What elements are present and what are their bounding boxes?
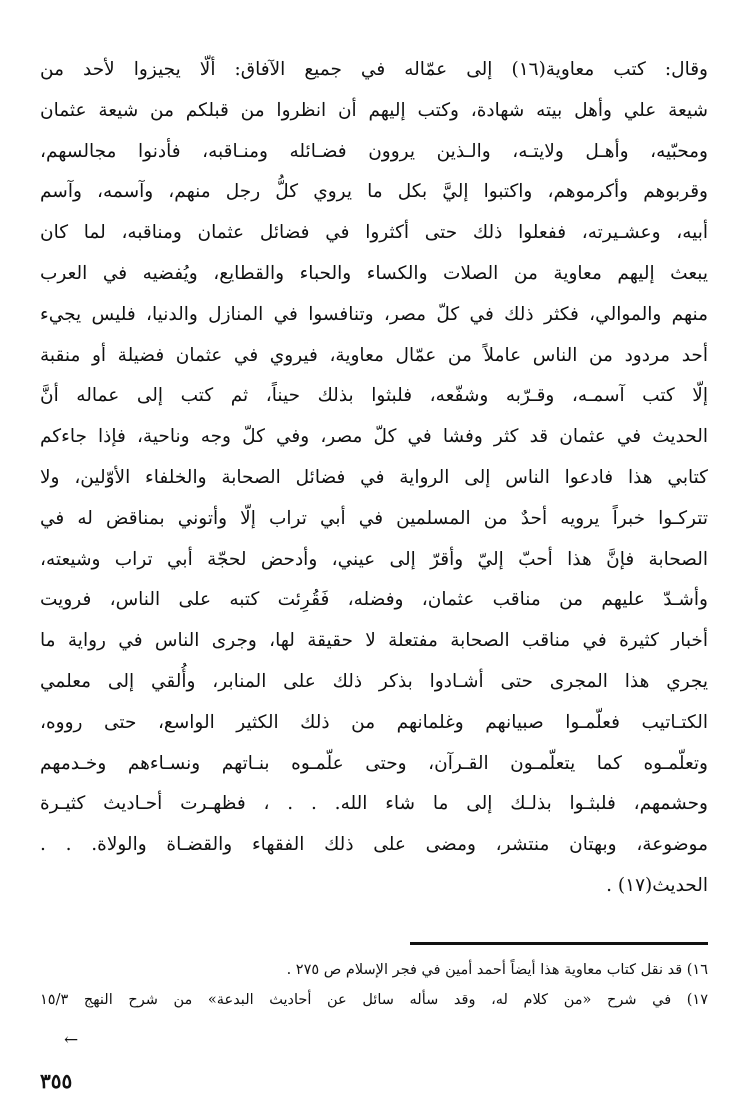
text-line: موضوعة، وبهتان منتشر، ومضى على ذلك الفقهاء والقضـاة والولاة. . . (40, 834, 708, 856)
continuation-arrow-icon: ← (64, 1030, 79, 1050)
footnote-divider (410, 942, 708, 945)
text-line: ومحبّيه، وأهـل ولايتـه، والـذين يروون فضـائله ومنـاقبه، فأدنوا مجالسهم، (40, 140, 708, 162)
main-text (40, 50, 708, 907)
text-line: وقال: كتب معاوية(١٦) إلى عمّاله في جميع الآفاق: ألّا يجيزوا لأحد من (40, 59, 708, 80)
text-line: شيعة علي وأهل بيته شهادة، وكتب إليهم أن انظروا من قبلكم من شيعة عثمان (40, 99, 708, 121)
text-line: إلّا كتب آسمـه، وقـرّبه وشفّعه، فلبثوا بذلك حيناً، ثم كتب إلى عماله أنَّ (40, 385, 708, 407)
text-line: أحد مردود من الناس عاملاً من عمّال معاوية، فيروي في عثمان فضيلة أو منقبة (40, 344, 708, 366)
text-line: الكتـاتيب فعلّمـوا صبيانهم وغلمانهم من ذلك الكثير الواسع، حتى رووه، (40, 711, 708, 733)
text-line: وأشـدّ عليهم من مناقب عثمان، وفضله، فَقُرِئت كتبه على الناس، فرويت (40, 589, 708, 611)
text-line: كتابي هذا فادعوا الناس إلى الرواية في فضائل الصحابة والخلفاء الأوّلين، ولا (40, 466, 708, 488)
text-line: يبعث إليهم معاوية من الصلات والكساء والحباء والقطايع، ويُفضيه في العرب (40, 262, 708, 284)
text-line: أبيه، وعشـيرته، ففعلوا ذلك حتى أكثروا في فضائل عثمان ومناقبه، لما كان (40, 222, 708, 244)
text-line: وقربوهم وأكرموهم، واكتبوا إليَّ بكل ما يروي كلُّ رجل منهم، وآسمه، وآسم (40, 181, 708, 203)
text-line: تتركـوا خبراً يرويه أحدٌ من المسلمين في أبي تراب إلّا وأتوني بمناقض له في (40, 507, 708, 529)
page-number: ٣٥٥ (40, 1069, 73, 1093)
text-line: وتعلّمـوه كما يتعلّمـون القـرآن، وحتى علّمـوه بنـاتهم ونسـاءهم وخـدمهم (40, 752, 708, 774)
text-line: الحديث في عثمان قد كثر وفشا في كلّ مصر، وفي كلّ وجه وناحية، فإذا جاءكم (40, 426, 708, 448)
text-line: الصحابة فإنَّ هذا أحبّ إليّ وأقرّ إلى عيني، وأدحض لحجّة أبي تراب وشيعته، (40, 548, 708, 570)
text-line-last: الحديث(١٧) . (606, 874, 708, 896)
text-line: وحشمهم، فلبثـوا بذلـك إلى ما شاء الله. . . ، فظهـرت أحـاديث كثيـرة (40, 793, 708, 815)
footnote-17: ١٧) في شرح «من كلام له، وقد سأله سائل عن أحاديث البدعة» من شرح النهج ١٥/٣ (40, 992, 708, 1008)
footnote-16: ١٦) قد نقل كتاب معاوية هذا أيضاً أحمد أمين في فجر الإسلام ص ٢٧٥ . (286, 962, 708, 978)
text-line: أخبار كثيرة في مناقب الصحابة مفتعلة لا حقيقة لها، وجرى الناس في رواية ما (40, 630, 708, 652)
text-line: منهم والموالي، فكثر ذلك في كلّ مصر، وتنافسوا في المنازل والدنيا، فليس يجيء (40, 303, 708, 325)
footnotes (40, 955, 708, 1015)
text-line: يجري هذا المجرى حتى أشـادوا بذكر ذلك على المنابر، وأُلقي إلى معلمي (40, 670, 708, 692)
